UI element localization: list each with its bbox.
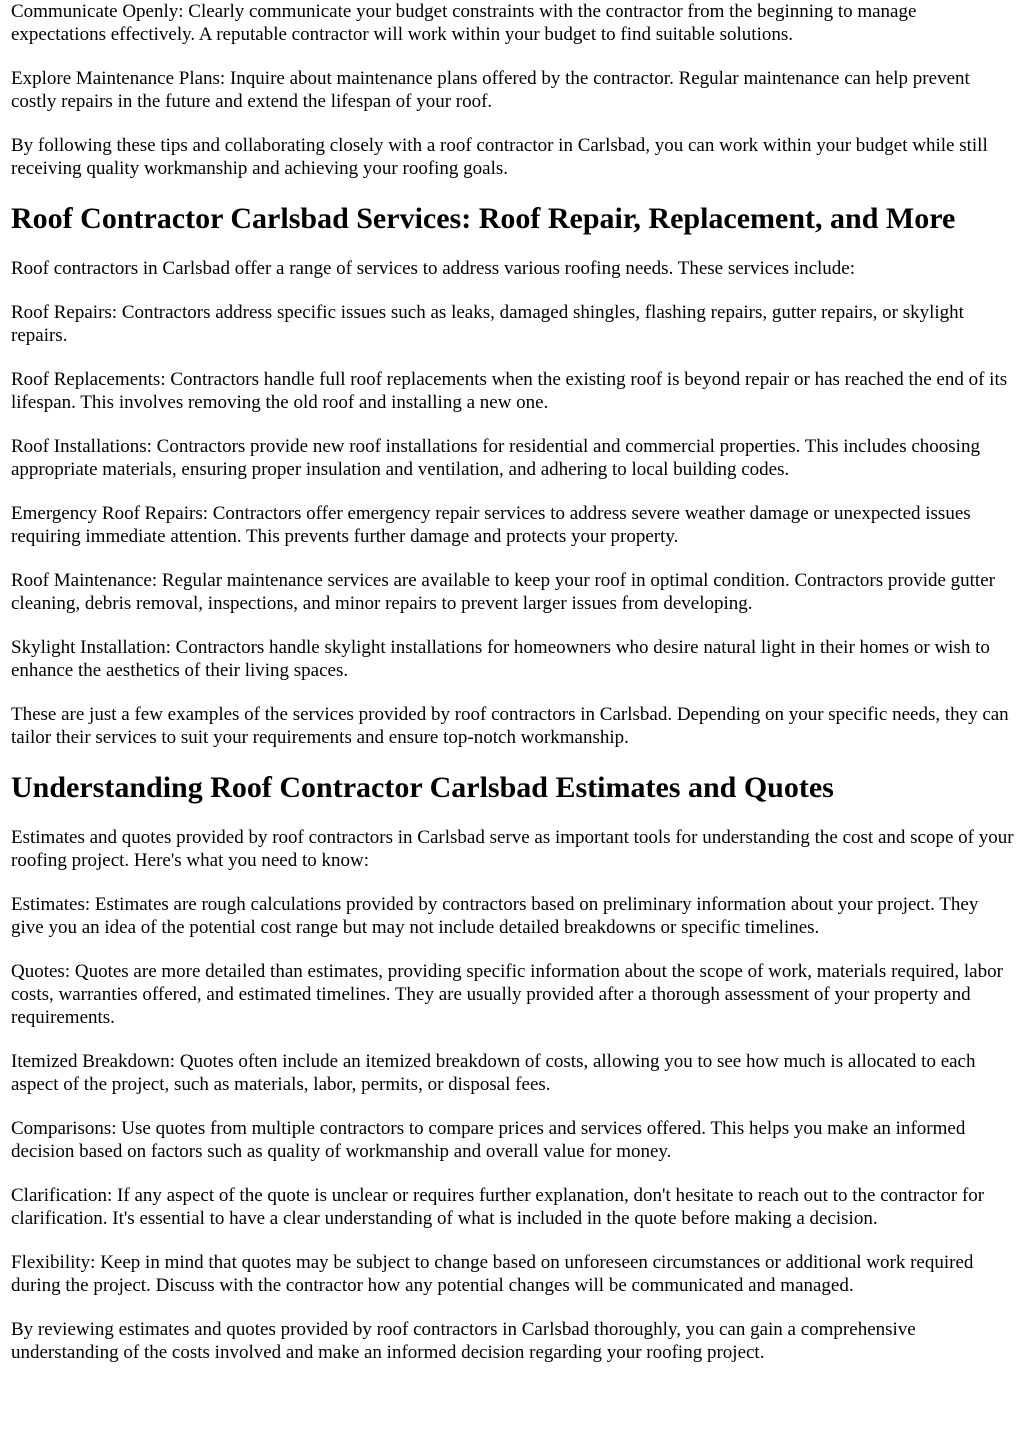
paragraph-services-conclusion: These are just a few examples of the services provided by roof contractors in Carlsbad. Depending on your specific needs, they can tailor their services to suit your requirements and ensure top-notch workmanship. [11, 704, 1009, 748]
paragraph-roof-maintenance: Roof Maintenance: Regular maintenance services are available to keep your roof in optimal condition. Contractors provide gutter cleaning, debris removal, inspections, and minor repairs to prevent larger issues from developing. [11, 570, 995, 614]
paragraph-maintenance-plans: Explore Maintenance Plans: Inquire about maintenance plans offered by the contractor. Regular maintenance can help prevent costly repairs in the future and extend the lifespan of your roof. [11, 68, 970, 112]
paragraph-roof-installations: Roof Installations: Contractors provide new roof installations for residential and commercial properties. This includes choosing appropriate materials, ensuring proper insulation and ventilation, and adhering to local building codes. [11, 436, 980, 480]
paragraph-clarification: Clarification: If any aspect of the quote is unclear or requires further explanation, don't hesitate to reach out to the contractor for clarification. It's essential to have a clear understanding of what is included in the quote before making a decision. [11, 1185, 985, 1229]
paragraph-comparisons: Comparisons: Use quotes from multiple contractors to compare prices and services offered. This helps you make an informed decision based on factors such as quality of workmanship and overall value for money. [11, 1118, 966, 1162]
heading-estimates: Understanding Roof Contractor Carlsbad Estimates and Quotes [11, 771, 834, 804]
paragraph-services-intro: Roof contractors in Carlsbad offer a range of services to address various roofing needs. These services include: [11, 258, 855, 279]
paragraph-budget-conclusion: By following these tips and collaborating closely with a roof contractor in Carlsbad, you can work within your budget while still receiving quality workmanship and achieving your roofing goals. [11, 135, 988, 179]
paragraph-communicate-openly: Communicate Openly: Clearly communicate your budget constraints with the contractor from the beginning to manage expectations effectively. A reputable contractor will work within your budget to find suitable solutions. [11, 1, 917, 45]
paragraph-estimates-intro: Estimates and quotes provided by roof contractors in Carlsbad serve as important tools for understanding the cost and scope of your roofing project. Here's what you need to know: [11, 827, 1014, 871]
paragraph-emergency-repairs: Emergency Roof Repairs: Contractors offer emergency repair services to address severe weather damage or unexpected issues requiring immediate attention. This prevents further damage and protects your property. [11, 503, 971, 547]
paragraph-itemized-breakdown: Itemized Breakdown: Quotes often include an itemized breakdown of costs, allowing you to see how much is allocated to each aspect of the project, such as materials, labor, permits, or disposal fees. [11, 1051, 976, 1095]
paragraph-estimates-conclusion: By reviewing estimates and quotes provided by roof contractors in Carlsbad thoroughly, you can gain a comprehensive understanding of the costs involved and make an informed decision regarding your roofing project. [11, 1319, 916, 1363]
paragraph-quotes: Quotes: Quotes are more detailed than estimates, providing specific information about the scope of work, materials required, labor costs, warranties offered, and estimated timelines. They are usually provided after a thorough assessment of your property and requirements. [11, 961, 1003, 1028]
paragraph-estimates: Estimates: Estimates are rough calculations provided by contractors based on preliminary information about your project. They give you an idea of the potential cost range but may not include detailed breakdowns or specific timelines. [11, 894, 979, 938]
paragraph-flexibility: Flexibility: Keep in mind that quotes may be subject to change based on unforeseen circumstances or additional work required during the project. Discuss with the contractor how any potential changes will be communicated and managed. [11, 1252, 974, 1296]
paragraph-roof-replacements: Roof Replacements: Contractors handle full roof replacements when the existing roof is beyond repair or has reached the end of its lifespan. This involves removing the old roof and installing a new one. [11, 369, 1008, 413]
heading-services: Roof Contractor Carlsbad Services: Roof Repair, Replacement, and More [11, 202, 956, 235]
paragraph-skylight-installation: Skylight Installation: Contractors handle skylight installations for homeowners who desire natural light in their homes or wish to enhance the aesthetics of their living spaces. [11, 637, 990, 681]
paragraph-roof-repairs: Roof Repairs: Contractors address specific issues such as leaks, damaged shingles, flashing repairs, gutter repairs, or skylight repairs. [11, 302, 964, 346]
